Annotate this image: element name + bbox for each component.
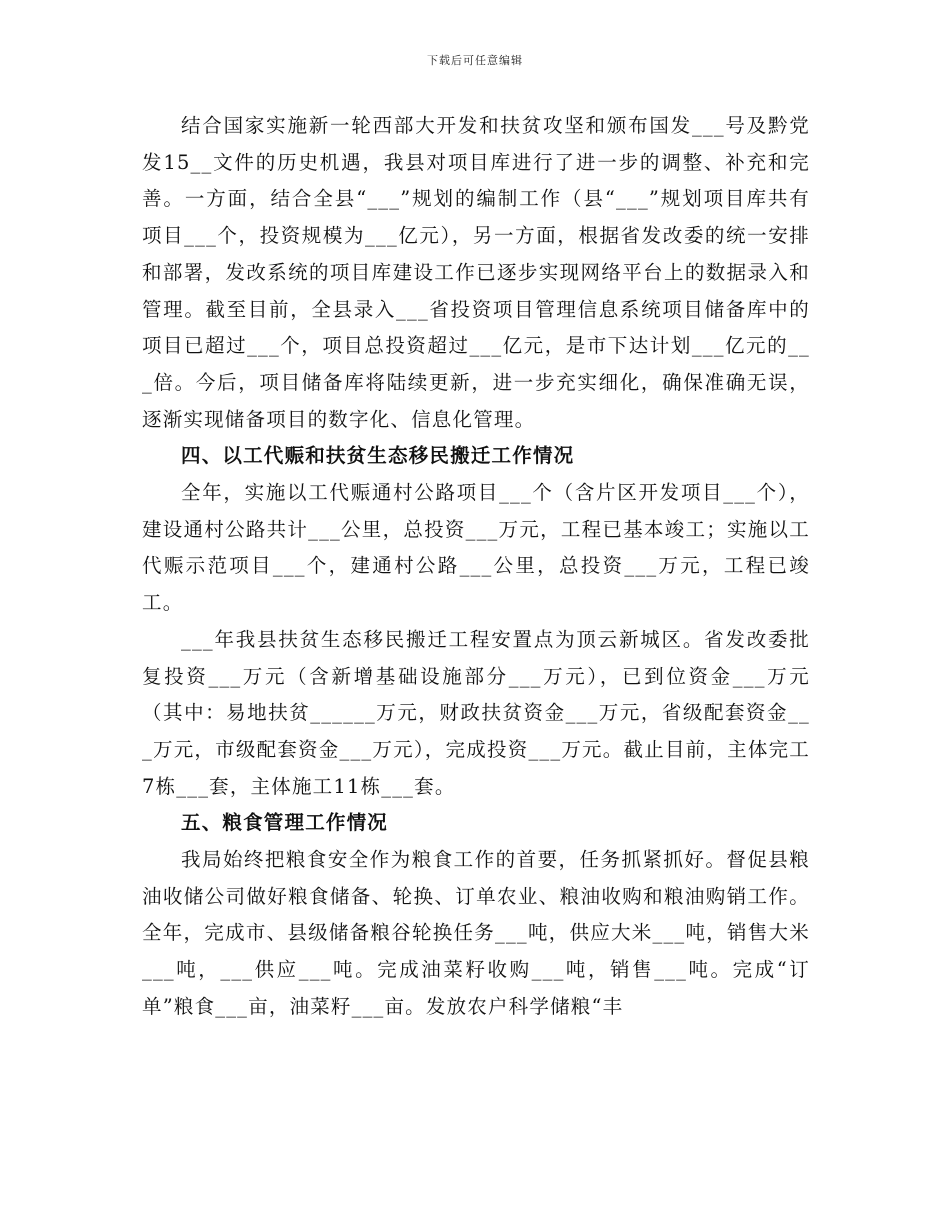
paragraph-project-library: 结合国家实施新一轮西部大开发和扶贫攻坚和颁布国发___号及黔党发15__文件的历史机遇，我县对项目库进行了进一步的调整、补充和完善。一方面，结合全县“___”规划的编制工作（县“___”规划项目库共有项目___个，投资规模为___亿元），另一方面，根据省发改委的统一安排和部署，发改系统的项目库建设工作已逐步实现网络平台上的数据录入和管理。截至目前，全县录入___省投资项目管理信息系统项目储备库中的项目已超过___个，项目总投资超过___亿元，是市下达计划___亿元的___倍。今后，项目储备库将陆续更新，进一步充实细化，确保准确无误，逐渐实现储备项目的数字化、信息化管理。 [142, 114, 810, 431]
section-heading-grain: 五、粮食管理工作情况 [181, 811, 389, 835]
section-heading-work-relief: 四、以工代赈和扶贫生态移民搬迁工作情况 [181, 444, 575, 468]
paragraph-work-relief-roads: 全年，实施以工代赈通村公路项目___个（含片区开发项目___个），建设通村公路共计___公里，总投资___万元，工程已基本竣工；实施以工代赈示范项目___个，建通村公路___公里，总投资___万元，工程已竣工。 [142, 481, 810, 615]
paragraph-grain-management: 我局始终把粮食安全作为粮食工作的首要，任务抓紧抓好。督促县粮油收储公司做好粮食储备、轮换、订单农业、粮油收购和粮油购销工作。全年，完成市、县级储备粮谷轮换任务___吨，供应大米___吨，销售大米___吨，___供应___吨。完成油菜籽收购___吨，销售___吨。完成“订单”粮食___亩，油菜籽___亩。发放农户科学储粮“丰 [142, 848, 810, 1018]
paragraph-relocation: ___年我县扶贫生态移民搬迁工程安置点为顶云新城区。省发改委批复投资___万元（含新增基础设施部分___万元），已到位资金___万元（其中：易地扶贫______万元，财政扶贫资金___万元，省级配套资金___万元，市级配套资金___万元），完成投资___万元。截止目前，主体完工7栋___套，主体施工11栋___套。 [142, 627, 810, 798]
page-header: 下载后可任意编辑 [427, 54, 523, 67]
document-body [142, 108, 810, 1026]
